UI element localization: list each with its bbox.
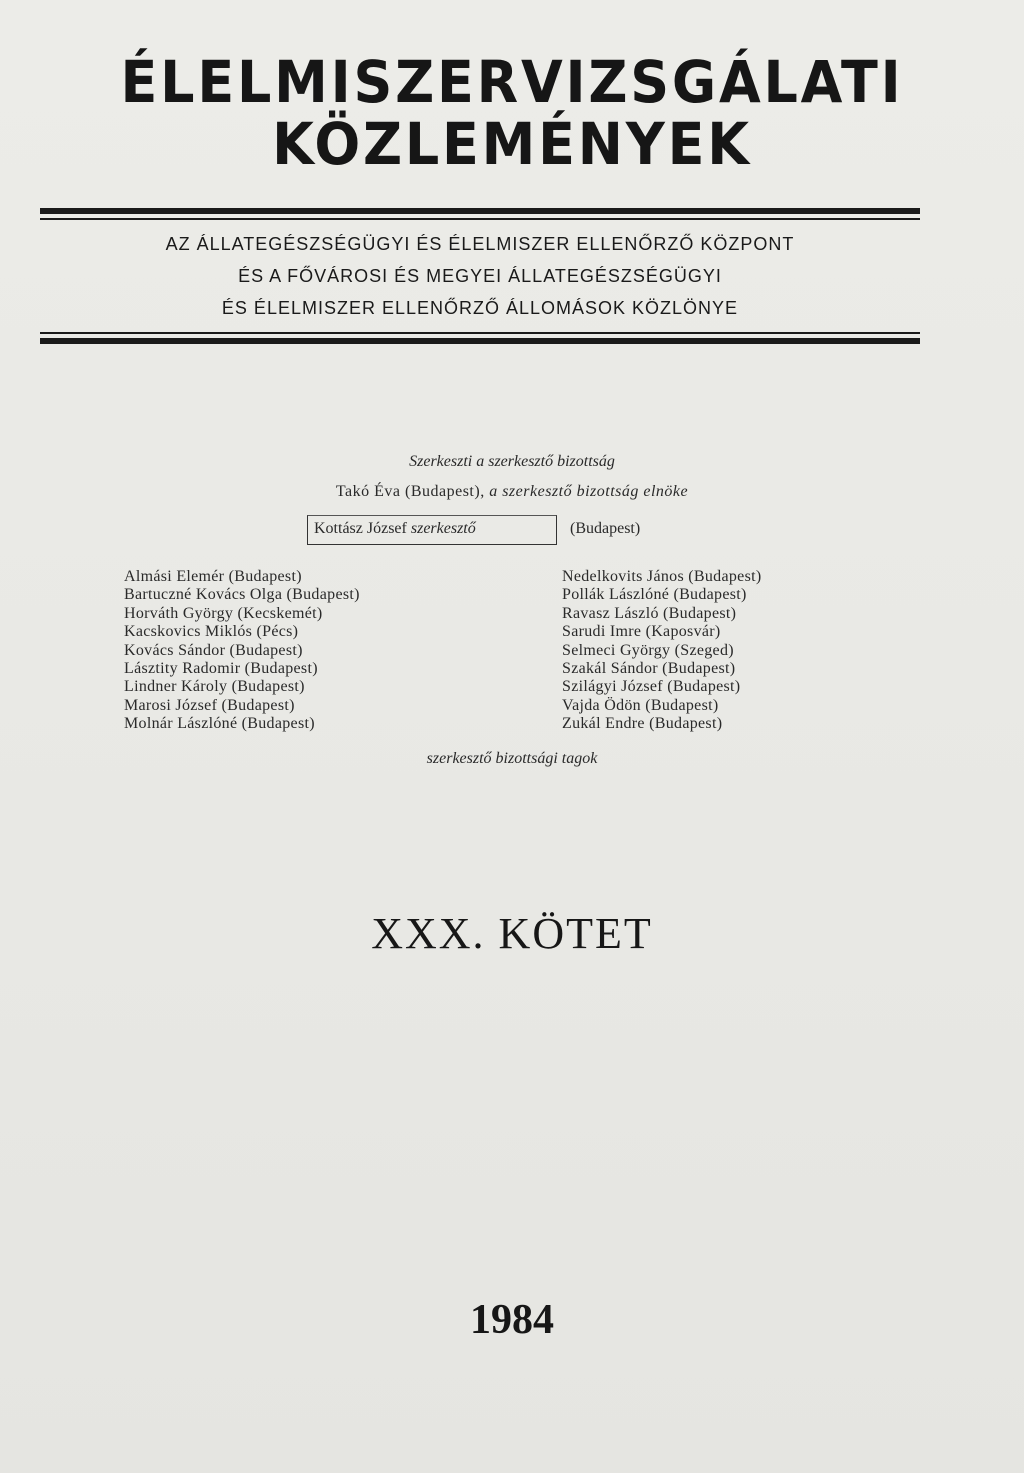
list-item: Lindner Károly (Budapest) <box>124 678 305 696</box>
list-item: Pollák Lászlóné (Budapest) <box>562 586 747 604</box>
list-item: Horváth György (Kecskemét) <box>124 604 323 622</box>
bottom-thick-rule <box>40 338 920 344</box>
members-list-right <box>562 568 761 734</box>
chair-role: a szerkesztő bizottság elnöke <box>489 483 689 500</box>
journal-title-line2: KÖZLEMÉNYEK <box>272 110 752 178</box>
list-item: Ravasz László (Budapest) <box>562 604 737 622</box>
board-chair-line <box>0 483 1024 501</box>
list-item: Almási Elemér (Budapest) <box>124 568 302 585</box>
list-item: Szilágyi József (Budapest) <box>562 678 741 696</box>
list-item: Bartuczné Kovács Olga (Budapest) <box>124 586 360 604</box>
editor-name: Kottász József <box>314 520 407 537</box>
top-thin-rule <box>40 218 920 220</box>
subtitle-line1: AZ ÁLLATEGÉSZSÉGÜGYI ÉS ÉLELMISZER ELLENŐRZŐ KÖZPONT <box>165 234 795 254</box>
list-item: Zukál Endre (Budapest) <box>562 715 723 733</box>
list-item: Nedelkovits János (Budapest) <box>562 568 762 585</box>
members-caption: szerkesztő bizottsági tagok <box>426 750 598 767</box>
bottom-thin-rule <box>40 332 920 334</box>
edited-by-line: Szerkeszti a szerkesztő bizottság <box>409 453 615 470</box>
journal-title-line1: ÉLELMISZERVIZSGÁLATI <box>120 48 904 116</box>
subtitle-line2: ÉS A FŐVÁROSI ÉS MEGYEI ÁLLATEGÉSZSÉGÜGYI <box>238 266 722 286</box>
publication-year: 1984 <box>470 1297 554 1343</box>
editor-city: (Budapest) <box>570 520 641 537</box>
list-item: Lásztity Radomir (Budapest) <box>124 660 318 678</box>
list-item: Szakál Sándor (Budapest) <box>562 660 736 678</box>
list-item: Molnár Lászlóné (Budapest) <box>124 715 315 733</box>
list-item: Marosi József (Budapest) <box>124 696 295 714</box>
editor-role: szerkesztő <box>410 520 476 537</box>
list-item: Kacskovics Miklós (Pécs) <box>124 623 299 641</box>
top-thick-rule <box>40 208 920 214</box>
members-list-left <box>124 568 360 734</box>
subtitle-line3: ÉS ÉLELMISZER ELLENŐRZŐ ÁLLOMÁSOK KÖZLÖNYE <box>221 298 739 318</box>
editor-line <box>314 520 476 538</box>
list-item: Vajda Ödön (Budapest) <box>562 696 719 714</box>
list-item: Sarudi Imre (Kaposvár) <box>562 623 721 641</box>
volume-number: XXX. KÖTET <box>371 909 653 958</box>
chair-name: Takó Éva (Budapest), <box>335 483 485 500</box>
list-item: Selmeci György (Szeged) <box>562 641 734 659</box>
list-item: Kovács Sándor (Budapest) <box>124 641 303 659</box>
